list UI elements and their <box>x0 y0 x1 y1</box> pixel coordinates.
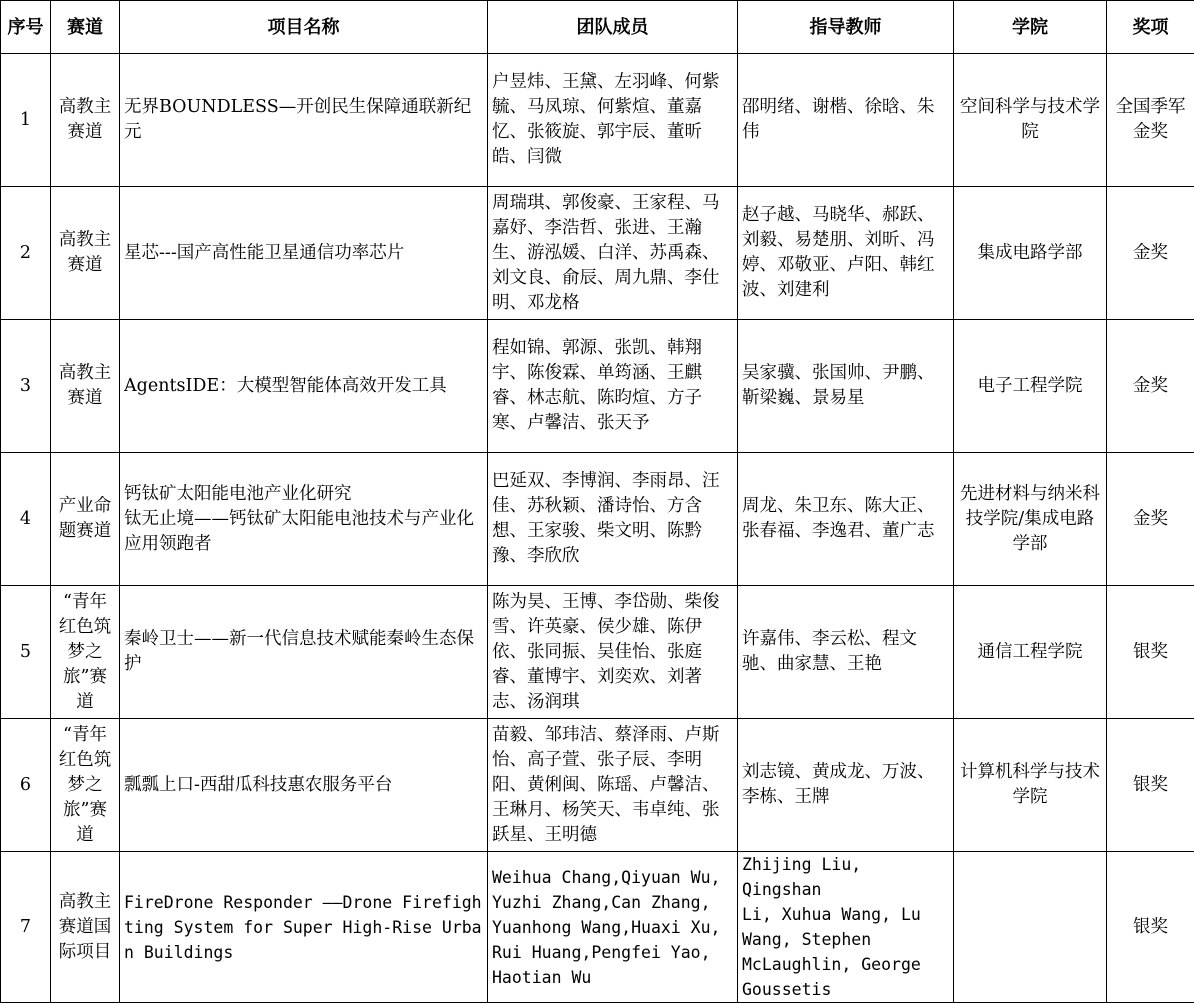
cell-college: 计算机科学与技术学院 <box>954 719 1107 852</box>
cell-members: 周瑞琪、郭俊豪、王家程、马嘉妤、李浩哲、张进、王瀚生、游泓媛、白洋、苏禹森、刘文良、俞辰、周九鼎、李仕明、邓龙格 <box>488 187 738 320</box>
header-members: 团队成员 <box>488 1 738 54</box>
header-award: 奖项 <box>1107 1 1194 54</box>
cell-no: 6 <box>1 719 51 852</box>
cell-award: 金奖 <box>1107 187 1194 320</box>
cell-advisors: 许嘉伟、李云松、程文驰、曲家慧、王艳 <box>738 586 954 719</box>
cell-track: “青年红色筑梦之旅”赛道 <box>51 719 120 852</box>
cell-advisors: 吴家骥、张国帅、尹鹏、靳梁巍、景易星 <box>738 320 954 453</box>
cell-track: 高教主赛道 <box>51 54 120 187</box>
cell-college <box>954 852 1107 1003</box>
header-college: 学院 <box>954 1 1107 54</box>
cell-college: 先进材料与纳米科技学院/集成电路学部 <box>954 453 1107 586</box>
cell-no: 2 <box>1 187 51 320</box>
cell-members: 陈为昊、王博、李岱勋、柴俊雪、许英豪、侯少雄、陈伊依、张同振、吴佳怡、张庭睿、董博宇、刘奕欢、刘著志、汤润琪 <box>488 586 738 719</box>
table-row <box>1 187 1194 320</box>
cell-award: 金奖 <box>1107 320 1194 453</box>
cell-award: 银奖 <box>1107 719 1194 852</box>
cell-track: 高教主赛道国际项目 <box>51 852 120 1003</box>
cell-college: 通信工程学院 <box>954 586 1107 719</box>
header-no: 序号 <box>1 1 51 54</box>
header-project: 项目名称 <box>120 1 488 54</box>
cell-project: FireDrone Responder ——Drone Firefighting System for Super High-Rise Urban Buildings <box>120 852 488 1003</box>
cell-project: 钙钛矿太阳能电池产业化研究 钛无止境——钙钛矿太阳能电池技术与产业化应用领跑者 <box>120 453 488 586</box>
cell-no: 5 <box>1 586 51 719</box>
cell-no: 7 <box>1 852 51 1003</box>
table-row <box>1 586 1194 719</box>
table-row <box>1 54 1194 187</box>
cell-track: 高教主赛道 <box>51 320 120 453</box>
cell-award: 全国季军金奖 <box>1107 54 1194 187</box>
cell-project: 星芯---国产高性能卫星通信功率芯片 <box>120 187 488 320</box>
cell-advisors: Zhijing Liu, Qingshan Li, Xuhua Wang, Lu Wang, Stephen McLaughlin, George Goussetis <box>738 852 954 1003</box>
table-row <box>1 320 1194 453</box>
cell-track: 高教主赛道 <box>51 187 120 320</box>
cell-no: 4 <box>1 453 51 586</box>
table-row <box>1 852 1194 1003</box>
header-advisors: 指导教师 <box>738 1 954 54</box>
cell-track: 产业命题赛道 <box>51 453 120 586</box>
cell-track: “青年红色筑梦之旅”赛道 <box>51 586 120 719</box>
table-row <box>1 453 1194 586</box>
cell-advisors: 赵子越、马晓华、郝跃、刘毅、易楚朋、刘昕、冯婷、邓敬亚、卢阳、韩红波、刘建利 <box>738 187 954 320</box>
cell-members: 巴延双、李博润、李雨昂、汪佳、苏秋颖、潘诗怡、方含想、王家骏、柴文明、陈黔豫、李欣欣 <box>488 453 738 586</box>
cell-no: 3 <box>1 320 51 453</box>
cell-award: 金奖 <box>1107 453 1194 586</box>
cell-college: 电子工程学院 <box>954 320 1107 453</box>
table-row <box>1 719 1194 852</box>
cell-award: 银奖 <box>1107 852 1194 1003</box>
cell-award: 银奖 <box>1107 586 1194 719</box>
cell-project: 瓢瓢上口-西甜瓜科技惠农服务平台 <box>120 719 488 852</box>
cell-members: 苗毅、邹玮洁、蔡泽雨、卢斯怡、高子萱、张子辰、李明阳、黄俐闽、陈瑶、卢馨洁、王琳月、杨笑天、韦卓纯、张跃星、王明德 <box>488 719 738 852</box>
header-track: 赛道 <box>51 1 120 54</box>
cell-project: 秦岭卫士——新一代信息技术赋能秦岭生态保护 <box>120 586 488 719</box>
cell-project: AgentsIDE：大模型智能体高效开发工具 <box>120 320 488 453</box>
cell-no: 1 <box>1 54 51 187</box>
cell-advisors: 周龙、朱卫东、陈大正、张春福、李逸君、董广志 <box>738 453 954 586</box>
cell-members: Weihua Chang,Qiyuan Wu, Yuzhi Zhang,Can Zhang, Yuanhong Wang,Huaxi Xu, Rui Huang,Pengfei Yao, Haotian Wu <box>488 852 738 1003</box>
cell-college: 集成电路学部 <box>954 187 1107 320</box>
cell-college: 空间科学与技术学院 <box>954 54 1107 187</box>
header-row <box>1 1 1194 54</box>
cell-members: 户昱炜、王黛、左羽峰、何紫毓、马凤琼、何紫煊、董嘉忆、张筱旋、郭宇辰、董昕皓、闫微 <box>488 54 738 187</box>
cell-advisors: 邵明绪、谢楷、徐晗、朱伟 <box>738 54 954 187</box>
cell-members: 程如锦、郭源、张凯、韩翔宇、陈俊霖、单筠涵、王麒睿、林志航、陈昀煊、方子寒、卢馨洁、张天予 <box>488 320 738 453</box>
cell-project: 无界BOUNDLESS—开创民生保障通联新纪元 <box>120 54 488 187</box>
cell-advisors: 刘志镜、黄成龙、万波、李栋、王牌 <box>738 719 954 852</box>
